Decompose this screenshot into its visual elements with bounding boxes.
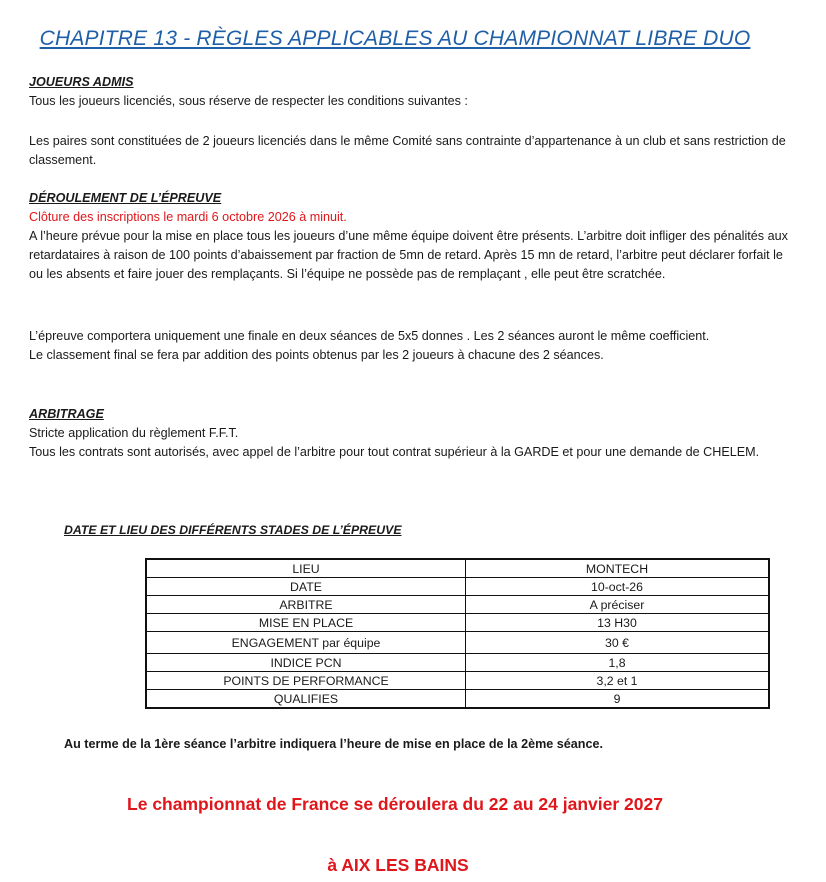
table-row	[146, 632, 769, 654]
row-value: 30 €	[466, 632, 770, 654]
joueurs-intro: Tous les joueurs licenciés, sous réserve de respecter les conditions suivantes :	[29, 94, 468, 108]
table-row	[146, 614, 769, 632]
deroulement-heading: DÉROULEMENT DE L’ÉPREUVE	[29, 191, 222, 205]
table-row	[146, 672, 769, 690]
arbitrage-paragraph: Tous les contrats sont autorisés, avec appel de l’arbitre pour tout contrat supérieur à la GARDE et pour une demande de CHELEM.	[29, 445, 760, 459]
section-epreuve	[29, 327, 789, 365]
table-row	[146, 654, 769, 672]
joueurs-paragraph: Les paires sont constituées de 2 joueurs licenciés dans le même Comité sans contrainte d’appartenance à un club et sans restriction de classement.	[29, 134, 786, 167]
row-value: 13 H30	[466, 614, 770, 632]
epreuve-line-2: Le classement final se fera par addition des points obtenus par les 2 joueurs à chacune des 2 séances.	[29, 348, 604, 362]
section-deroulement	[29, 189, 789, 284]
page-title: CHAPITRE 13 - RÈGLES APPLICABLES AU CHAMPIONNAT LIBRE DUO	[39, 27, 751, 50]
row-value: 9	[466, 690, 770, 709]
dates-heading: DATE ET LIEU DES DIFFÉRENTS STADES DE L’ÉPREUVE	[64, 523, 402, 537]
cloture-inscriptions: Clôture des inscriptions le mardi 6 octobre 2026 à minuit.	[29, 210, 347, 224]
row-label: QUALIFIES	[146, 690, 466, 709]
row-label: INDICE PCN	[146, 654, 466, 672]
section-paires	[29, 132, 789, 170]
note-seance: Au terme de la 1ère séance l’arbitre indiquera l’heure de mise en place de la 2ème séance.	[64, 737, 603, 751]
epreuve-line-1: L’épreuve comportera uniquement une finale en deux séances de 5x5 donnes . Les 2 séances auront le même coefficient.	[29, 329, 710, 343]
table-row	[146, 690, 769, 709]
row-value: 10-oct-26	[466, 578, 770, 596]
row-value: MONTECH	[466, 559, 770, 578]
stages-table	[145, 558, 770, 709]
joueurs-heading: JOUEURS ADMIS	[29, 75, 134, 89]
championnat-announcement: Le championnat de France se déroulera du 22 au 24 janvier 2027	[127, 794, 663, 814]
row-value: A préciser	[466, 596, 770, 614]
championnat-location: à AIX LES BAINS	[327, 855, 469, 875]
arbitrage-heading: ARBITRAGE	[29, 407, 104, 421]
deroulement-paragraph: A l’heure prévue pour la mise en place tous les joueurs d’une même équipe doivent être présents. L’arbitre doit infliger des pénalités aux retardataires à raison de 100 points d’abaissement par fraction de 5mn de retard. Après 15 mn de retard, l’arbitre peut déclarer forfait le ou les absents et faire jouer des remplaçants. Si l’équipe ne possède pas de remplaçant , elle peut être scratchée.	[29, 229, 788, 281]
table-row	[146, 578, 769, 596]
section-arbitrage	[29, 405, 789, 462]
row-label: POINTS DE PERFORMANCE	[146, 672, 466, 690]
row-label: DATE	[146, 578, 466, 596]
row-label: LIEU	[146, 559, 466, 578]
table-row	[146, 559, 769, 578]
table-row	[146, 596, 769, 614]
row-label: ENGAGEMENT par équipe	[146, 632, 466, 654]
section-joueurs	[29, 73, 789, 111]
row-value: 3,2 et 1	[466, 672, 770, 690]
row-value: 1,8	[466, 654, 770, 672]
arbitrage-line: Stricte application du règlement F.F.T.	[29, 426, 239, 440]
row-label: MISE EN PLACE	[146, 614, 466, 632]
row-label: ARBITRE	[146, 596, 466, 614]
